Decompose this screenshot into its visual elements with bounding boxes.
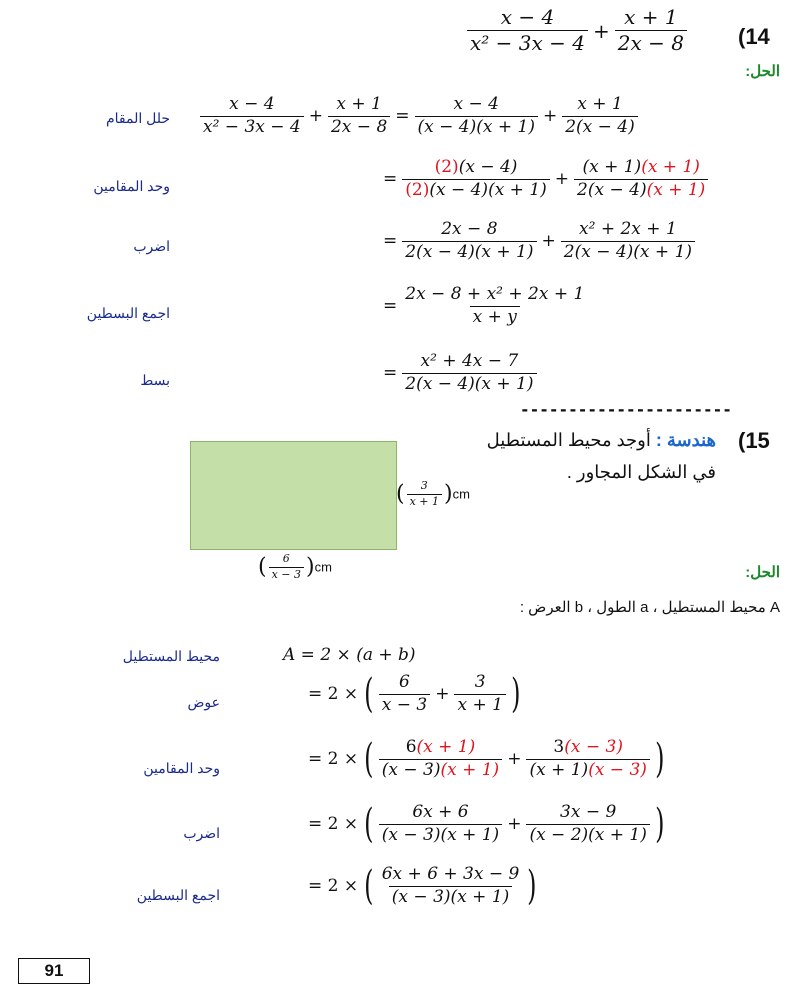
fraction-denominator: (x + 1) xyxy=(529,759,589,780)
fraction-numerator: x + 1 xyxy=(624,5,678,29)
step-1-expression: $\frac{x - 4}{\text{x² − 3x − 4}}$ + $\frac{x + 1}{2x - 8}$ = $\frac{x - 4}{(x - 4)(x + 1)}$ + $\frac{x + 1}{2(x - 4)}$ xyxy=(198,95,640,137)
fraction-numerator: x + 1 xyxy=(577,94,623,114)
equals-lead: = 2 × xyxy=(308,876,359,897)
fraction-numerator: x² + 4x − 7 xyxy=(420,351,519,371)
fraction-denominator: x + y xyxy=(470,306,520,328)
problem-15-line1 xyxy=(487,430,716,451)
step-label: حلل المقام xyxy=(105,110,170,126)
equals-sign: = xyxy=(395,106,410,127)
fraction-numerator: x − 4 xyxy=(229,94,275,114)
solution-label: الحل: xyxy=(745,564,780,581)
fraction-denominator: (x − 3)(x + 1) xyxy=(379,824,502,846)
step-label: وحد المقامين xyxy=(143,760,220,776)
fraction-denominator: 2(x − 4) xyxy=(577,179,647,200)
p15-step-1-expression: A = 2 × (a + b) xyxy=(283,645,416,665)
highlight-factor: (x + 1) xyxy=(440,759,500,780)
highlight-factor: (2) xyxy=(405,179,430,200)
equals-sign: = xyxy=(383,363,398,384)
step-label: بسط xyxy=(140,372,170,388)
rectangle-width-label: ( $\frac{3}{x + 1}$ )cm xyxy=(396,479,470,508)
highlight-factor: (2) xyxy=(434,157,459,177)
highlight-factor: (x + 1) xyxy=(641,157,700,177)
step-5-expression xyxy=(380,352,539,394)
rectangle-length-label: ( $\frac{6}{x - 3}$ )cm xyxy=(258,552,332,581)
equals-lead: = 2 × xyxy=(308,749,359,770)
highlight-factor: (x − 3) xyxy=(564,737,623,757)
fraction-denominator: x² − 3x − 4 xyxy=(200,116,304,138)
fraction-numerator: (x − 4) xyxy=(458,157,518,177)
step-label: محيط المستطيل xyxy=(122,648,220,664)
fraction-denominator: (x − 3) xyxy=(381,759,441,780)
fraction-numerator: 2x − 8 + x² + 2x + 1 xyxy=(405,284,585,304)
fraction-denominator: 2(x − 4) xyxy=(562,116,638,138)
problem-text: أوجد محيط المستطيل xyxy=(486,430,651,450)
fraction-denominator: 2(x − 4)(x + 1) xyxy=(561,241,695,263)
fraction-denominator: x + 1 xyxy=(454,694,505,716)
p15-step-2-expression: = 2 × ( $\frac{6}{x - 3}$ + $\frac{3}{x + 1}$ ) xyxy=(308,671,521,718)
step-label: اضرب xyxy=(133,238,170,254)
unit-label: cm xyxy=(314,559,332,575)
step-3-expression: = $\frac{2x - 8}{2(x - 4)(x + 1)}$ + $\frac{\text{x² + 2x + 1}}{2(x - 4)(x + 1)}$ xyxy=(380,220,697,262)
fraction-numerator: 6 xyxy=(405,737,417,757)
fraction-denominator: x + 1 xyxy=(407,494,442,509)
fraction-numerator: 6x + 6 + 3x − 9 xyxy=(381,864,520,884)
fraction-denominator: (x − 4)(x + 1) xyxy=(429,179,547,200)
fraction-denominator: 2x − 8 xyxy=(328,116,390,138)
equals-sign: = xyxy=(383,296,398,317)
highlight-factor: (x − 3) xyxy=(588,759,647,780)
p15-step-3-expression: = 2 × ( $\frac{6(x + 1)}{(x - 3)(x + 1)}$ + $\frac{3(x - 3)}{(x + 1)(x - 3)}$ ) xyxy=(308,736,665,783)
variable-definition: A محيط المستطيل ، a الطول ، b العرض : xyxy=(519,599,780,616)
fraction-denominator: x − 3 xyxy=(379,694,430,716)
fraction-numerator: 3 xyxy=(420,479,428,492)
step-4-expression xyxy=(380,285,589,327)
fraction-denominator: x² − 3x − 4 xyxy=(467,30,588,55)
fraction-numerator: 3 xyxy=(474,672,486,692)
equals-sign: = xyxy=(383,169,398,190)
fraction-numerator: 3x − 9 xyxy=(560,802,617,822)
page-number: 91 xyxy=(18,958,90,984)
fraction-denominator: 2x − 8 xyxy=(615,30,687,55)
p15-step-4-expression: = 2 × ( $\frac{6x + 6}{(x - 3)(x + 1)}$ + $\frac{3x - 9}{(x - 2)(x + 1)}$ ) xyxy=(308,801,665,848)
fraction-numerator: x − 4 xyxy=(453,94,499,114)
fraction-denominator: (x − 2)(x + 1) xyxy=(526,824,649,846)
fraction-denominator: 2(x − 4)(x + 1) xyxy=(402,373,536,395)
step-label: عوض xyxy=(187,694,220,710)
problem-14-expression xyxy=(465,6,689,55)
fraction-numerator: (x + 1) xyxy=(582,157,642,177)
p15-step-5-expression: = 2 × ( $\frac{6x + 6 + 3x - 9}{(x - 3)(x + 1)}$ ) xyxy=(308,863,537,910)
step-2-expression: = $\frac{(2)(x - 4)}{(2)(x - 4)(x + 1)}$ + $\frac{(x + 1)(x + 1)}{2(x - 4)(x + 1)}$ xyxy=(380,158,710,200)
highlight-factor: (x + 1) xyxy=(646,179,706,200)
equals-lead: = 2 × xyxy=(308,684,359,705)
topic-label: هندسة : xyxy=(655,430,716,450)
solution-label: الحل: xyxy=(745,63,780,80)
fraction-numerator: 6 xyxy=(399,672,410,692)
fraction-numerator: 2x − 8 xyxy=(441,219,498,239)
problem-14-number: (14 xyxy=(738,24,770,49)
step-label: اجمع البسطين xyxy=(136,887,220,903)
fraction-denominator: (x − 4)(x + 1) xyxy=(415,116,538,138)
fraction-numerator: x² + 2x + 1 xyxy=(579,219,677,239)
fraction-numerator: x − 4 xyxy=(500,5,555,29)
fraction-numerator: 3 xyxy=(553,737,565,757)
fraction-numerator: x + 1 xyxy=(336,94,382,114)
section-divider: ---------------------- xyxy=(520,400,732,419)
equals-sign: = xyxy=(383,231,398,252)
fraction-denominator: 2(x − 4)(x + 1) xyxy=(402,241,536,263)
fraction-denominator: x − 3 xyxy=(269,567,304,582)
rectangle-figure xyxy=(190,441,397,550)
fraction-numerator: 6x + 6 xyxy=(412,802,469,822)
plus-operator: + xyxy=(592,18,610,43)
fraction-numerator: 6 xyxy=(282,552,290,565)
highlight-factor: (x + 1) xyxy=(416,737,476,757)
step-label: وحد المقامين xyxy=(93,178,170,194)
step-label: اجمع البسطين xyxy=(86,305,170,321)
step-label: اضرب xyxy=(183,825,220,841)
unit-label: cm xyxy=(452,486,470,502)
problem-15-line2: في الشكل المجاور . xyxy=(566,462,716,482)
fraction-denominator: (x − 3)(x + 1) xyxy=(389,886,512,908)
problem-15-number: (15 xyxy=(738,428,770,453)
equals-lead: = 2 × xyxy=(308,814,359,835)
